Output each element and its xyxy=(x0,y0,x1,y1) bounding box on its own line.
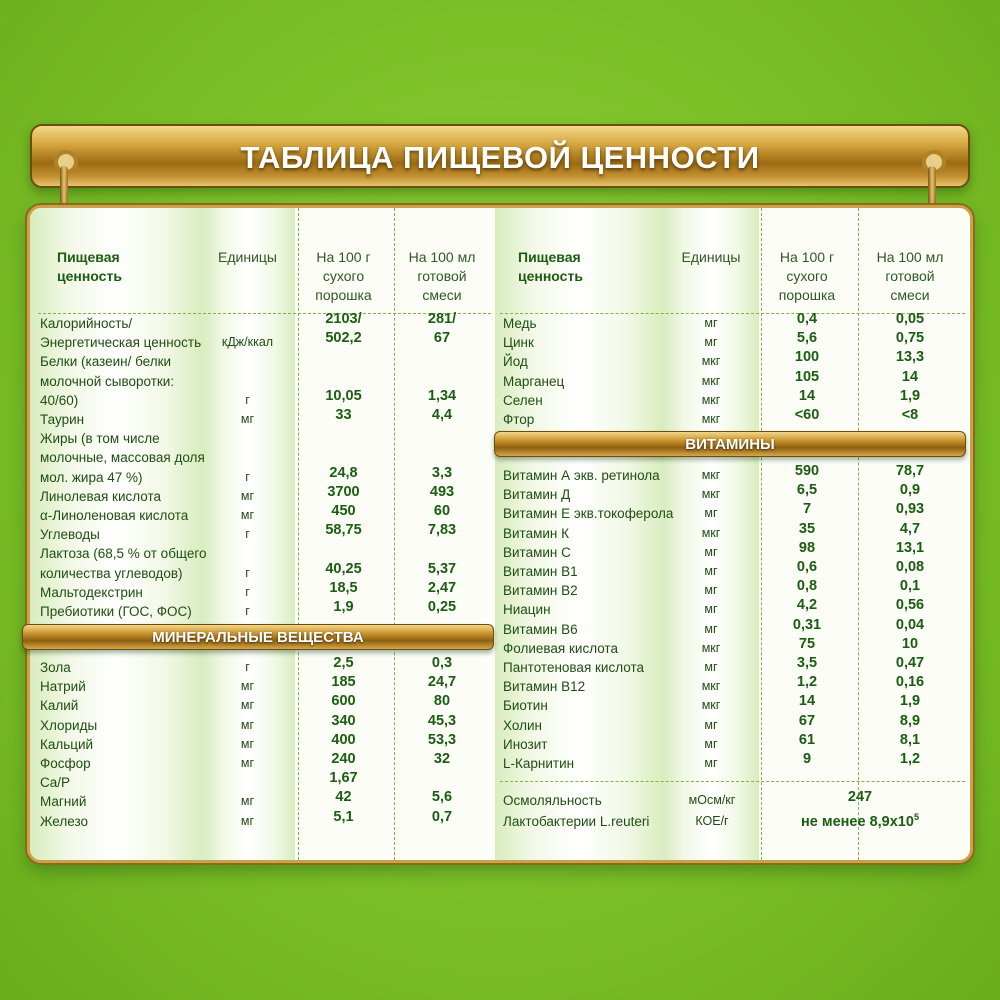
row-value-100g: 600 xyxy=(331,693,356,710)
row-name: Инозит xyxy=(503,736,548,752)
row-value-100g: 14 xyxy=(798,693,816,710)
row-value-100ml: 60 xyxy=(433,503,451,519)
row-value-100ml: 53,3 xyxy=(427,731,457,748)
row-value-100g: 1,2 xyxy=(796,674,818,691)
row-unit: мг xyxy=(704,660,718,674)
row-value-100ml: 80 xyxy=(433,693,451,710)
row-value-100ml: 67 xyxy=(433,330,451,347)
row-unit: мкг xyxy=(701,354,721,369)
row-name: Пребиотики (ГОС, ФОС) xyxy=(40,604,192,619)
row-unit: мг xyxy=(704,316,718,330)
row-value-100g: 5,6 xyxy=(796,330,818,347)
row-value-100ml: 0,08 xyxy=(895,559,925,575)
row-name: Магний xyxy=(40,794,87,810)
row-unit: мг xyxy=(240,717,255,732)
row-unit: мкг xyxy=(701,392,721,407)
row-unit: г xyxy=(245,565,250,580)
row-value-100ml: 32 xyxy=(433,751,451,767)
row-unit: г xyxy=(245,604,250,618)
row-value-100ml: 4,7 xyxy=(899,520,921,537)
row-value-100g: 0,31 xyxy=(792,616,822,633)
row-value-100g: 0,8 xyxy=(796,578,818,595)
header-name-line: Пищевая xyxy=(57,249,120,265)
row-value-100g: 2,5 xyxy=(333,655,354,671)
row-value-100g: 67 xyxy=(798,712,816,729)
row-unit: мг xyxy=(704,602,718,617)
row-value-100ml: <8 xyxy=(901,407,919,423)
row-unit: мг xyxy=(704,717,718,732)
row-name: Энергетическая ценность xyxy=(40,335,202,351)
row-name: Натрий xyxy=(40,679,86,695)
row-value-100ml: 0,04 xyxy=(895,616,925,633)
row-unit: мкг xyxy=(701,373,721,388)
row-name: Фтор xyxy=(503,412,535,427)
row-value-100ml: 14 xyxy=(901,368,919,385)
row-name: мол. жира 47 %) xyxy=(40,469,143,485)
row-value-100ml: 0,3 xyxy=(431,655,453,671)
row-value-100ml: 281/ xyxy=(427,311,457,327)
row-name: Витамин В6 xyxy=(503,621,578,637)
row-name: Хлориды xyxy=(40,717,98,733)
row-name: Углеводы xyxy=(40,527,100,543)
row-name: Мальтодекстрин xyxy=(40,584,143,600)
row-value-100ml: 0,1 xyxy=(899,578,921,595)
row-name: Селен xyxy=(503,392,543,408)
page-title: ТАБЛИЦА ПИЩЕВОЙ ЦЕННОСТИ xyxy=(240,140,760,175)
title-banner xyxy=(30,124,970,188)
row-value-100ml: 3,3 xyxy=(431,464,453,481)
row-unit: мкг xyxy=(701,412,721,426)
row-unit: мкг xyxy=(701,698,721,713)
header-name-line: Пищевая xyxy=(518,249,581,265)
row-value-100ml: 0,93 xyxy=(895,501,925,518)
row-name: Витамин В2 xyxy=(503,583,578,599)
row-value-100g: 58,75 xyxy=(325,522,362,539)
row-value-100g: 10,05 xyxy=(325,387,362,404)
row-value-100ml: 0,16 xyxy=(895,674,925,691)
row-value-100ml: 0,47 xyxy=(895,655,925,671)
row-value-100ml: 13,1 xyxy=(895,539,925,556)
row-unit: КОЕ/г xyxy=(695,814,729,828)
row-value-100g: 42 xyxy=(335,789,352,806)
row-value-100ml: 4,4 xyxy=(431,407,453,423)
row-unit: мг xyxy=(704,583,718,598)
table-row xyxy=(0,751,1000,773)
row-name: Железо xyxy=(40,813,88,829)
row-value-100ml: 0,56 xyxy=(895,597,925,614)
row-value-100g: 9 xyxy=(802,751,812,767)
header-line: смеси xyxy=(890,287,930,303)
row-value-100ml: 0,05 xyxy=(895,311,925,327)
row-value-100ml: 8,1 xyxy=(899,731,921,748)
header-per100ml xyxy=(856,248,964,305)
header-line: сухого xyxy=(786,268,828,284)
row-unit: мкг xyxy=(701,525,721,540)
header-per100g xyxy=(758,248,856,305)
row-value-100ml: 1,2 xyxy=(899,751,921,767)
row-value-100g: 340 xyxy=(331,712,356,729)
row-unit: мкг xyxy=(701,468,721,482)
row-value-100g: 61 xyxy=(798,731,816,748)
row-value-100g: 75 xyxy=(798,635,816,652)
header-line: На 100 мл xyxy=(876,249,944,265)
row-value-100g: 3700 xyxy=(327,483,360,500)
row-value-100ml: 5,6 xyxy=(431,789,453,806)
row-unit: г xyxy=(245,584,250,599)
row-name: Фосфор xyxy=(40,756,91,771)
row-name: молочной сыворотки: xyxy=(40,373,175,389)
table-row xyxy=(0,812,1000,831)
header-name xyxy=(57,248,122,286)
row-value-100ml: 0,9 xyxy=(899,482,921,499)
table-row xyxy=(0,429,1000,448)
row-value-100ml: 2,47 xyxy=(427,579,457,596)
row-unit: г xyxy=(245,527,250,542)
row-name: 40/60) xyxy=(40,392,79,408)
row-value-100ml: 24,7 xyxy=(427,674,457,691)
section-title: ВИТАМИНЫ xyxy=(685,436,775,453)
row-value-100ml: 1,9 xyxy=(899,387,921,404)
header-line: порошка xyxy=(315,287,372,303)
row-value-100g: 185 xyxy=(331,674,356,691)
row-value-100g: 40,25 xyxy=(325,560,362,577)
row-value-100ml: 0,75 xyxy=(895,330,925,347)
row-unit: мг xyxy=(240,736,255,751)
row-name: Витамин С xyxy=(503,544,571,560)
row-name: Витамин Д xyxy=(503,487,571,503)
row-value-100g: 14 xyxy=(798,387,816,404)
row-unit: мг xyxy=(704,564,718,578)
row-unit: мкг xyxy=(701,487,721,502)
row-value-100g: 3,5 xyxy=(796,655,818,671)
row-unit: мкг xyxy=(701,679,721,694)
lacto-exponent: 5 xyxy=(913,812,919,822)
row-name: Биотин xyxy=(503,698,548,714)
row-name: Калий xyxy=(40,698,79,714)
row-name: Пантотеновая кислота xyxy=(503,660,644,675)
row-value-100ml: 10 xyxy=(901,635,919,652)
row-name: Калорийность/ xyxy=(40,316,133,331)
row-value-100g: 0,6 xyxy=(796,559,818,575)
header-units-line: Единицы xyxy=(218,249,277,265)
row-value-100ml: 1,9 xyxy=(899,693,921,710)
row-name: Кальций xyxy=(40,736,94,752)
row-unit: мг xyxy=(240,412,255,426)
row-name: Линолевая кислота xyxy=(40,488,162,504)
row-value-100g: 33 xyxy=(335,407,352,423)
lacto-value-text: не менее 8,9x10 xyxy=(801,813,914,830)
row-value: 247 xyxy=(847,789,873,805)
row-value-100g: 450 xyxy=(331,503,356,519)
row-value-100g: 100 xyxy=(794,349,820,366)
row-name: Фолиевая кислота xyxy=(503,640,618,656)
row-unit: мг xyxy=(240,756,255,770)
header-per100ml xyxy=(392,248,492,305)
row-unit: мг xyxy=(240,698,255,713)
row-value-100ml: 78,7 xyxy=(895,463,925,479)
row-value xyxy=(760,808,960,832)
row-name: молочные, массовая доля xyxy=(40,450,205,466)
row-value-100ml: 493 xyxy=(429,483,455,500)
row-name: Витамин А экв. ретинола xyxy=(503,468,660,483)
row-unit: мг xyxy=(704,756,718,770)
row-value-100ml: 13,3 xyxy=(895,349,925,366)
row-name: Осмоляльность xyxy=(503,793,602,808)
header-units xyxy=(662,248,760,267)
row-name: Витамин В12 xyxy=(503,679,586,695)
row-value-100g: 590 xyxy=(794,463,820,479)
row-value-100ml: 45,3 xyxy=(427,712,457,729)
row-name: Лактобактерии L.reuteri xyxy=(503,814,650,829)
row-unit: г xyxy=(245,469,250,484)
row-name: Витамин К xyxy=(503,525,569,541)
header-line: готовой xyxy=(417,268,467,284)
row-name: Жиры (в том числе xyxy=(40,431,160,447)
row-name: Ca/P xyxy=(40,775,71,791)
row-value-100g: 502,2 xyxy=(325,330,362,347)
row-value-100ml: 8,9 xyxy=(899,712,921,729)
row-unit: мг xyxy=(240,508,255,522)
row-name: α-Линоленовая кислота xyxy=(40,508,189,523)
row-value-100ml: 0,25 xyxy=(427,599,457,615)
header-line: порошка xyxy=(778,287,836,303)
row-unit: мОсм/кг xyxy=(688,793,736,807)
row-value-100g: 105 xyxy=(794,368,820,385)
row-value-100g: 400 xyxy=(331,731,356,748)
header-units xyxy=(200,248,295,267)
header-line: На 100 г xyxy=(779,249,835,265)
row-unit: мкг xyxy=(701,640,721,655)
row-value-100g: <60 xyxy=(794,407,820,423)
row-name: Лактоза (68,5 % от общего xyxy=(40,546,207,562)
row-unit: мг xyxy=(704,544,718,559)
row-unit: г xyxy=(245,392,250,407)
row-value-100g: 24,8 xyxy=(329,464,358,481)
row-unit: мг xyxy=(240,679,255,694)
row-unit: мг xyxy=(704,736,718,751)
row-value-100g: 1,67 xyxy=(329,770,358,787)
row-value-100ml: 1,34 xyxy=(427,387,457,404)
row-name: Витамин В1 xyxy=(503,564,578,579)
row-unit: мг xyxy=(704,506,718,521)
row-value-100ml: 0,7 xyxy=(431,808,453,825)
row-name: Ниацин xyxy=(503,602,551,618)
row-name: Витамин Е экв.токоферола xyxy=(503,506,674,522)
header-line: сухого xyxy=(322,268,365,284)
header-line: На 100 мл xyxy=(408,249,476,265)
row-value-100g: 4,2 xyxy=(796,597,818,614)
row-unit: мг xyxy=(240,794,255,809)
row-unit: мг xyxy=(240,813,255,828)
row-name: Медь xyxy=(503,316,537,331)
header-line: готовой xyxy=(885,268,935,284)
row-unit: кДж/ккал xyxy=(221,335,274,350)
row-value-100g: 1,9 xyxy=(333,599,354,615)
row-name: Холин xyxy=(503,717,542,733)
section-title: МИНЕРАЛЬНЫЕ ВЕЩЕСТВА xyxy=(152,629,364,646)
header-units-line: Единицы xyxy=(681,249,741,265)
row-value-100g: 98 xyxy=(798,539,816,556)
header-name-line: ценность xyxy=(57,268,122,284)
row-value-100g: 35 xyxy=(798,520,816,537)
row-value-100g: 5,1 xyxy=(333,808,354,825)
row-value-100ml: 5,37 xyxy=(427,560,457,577)
row-value-100ml: 7,83 xyxy=(427,522,457,539)
row-name: Йод xyxy=(503,354,528,370)
row-unit: мг xyxy=(704,335,718,350)
row-value-100g: 7 xyxy=(802,501,812,518)
row-name: Зола xyxy=(40,660,71,675)
header-name xyxy=(518,248,583,286)
table-row xyxy=(0,407,1000,429)
row-unit: мг xyxy=(704,621,718,636)
row-value-100g: 240 xyxy=(331,751,356,767)
row-unit: мг xyxy=(240,488,255,503)
header-line: На 100 г xyxy=(316,249,371,265)
row-name: Цинк xyxy=(503,335,534,351)
row-value-100g: 0,4 xyxy=(796,311,818,327)
row-name: L-Карнитин xyxy=(503,756,575,771)
header-name-line: ценность xyxy=(518,268,583,284)
row-name: Марганец xyxy=(503,373,565,389)
header-per100g xyxy=(296,248,391,305)
row-value-100g: 18,5 xyxy=(329,579,358,596)
row-name: количества углеводов) xyxy=(40,565,183,581)
header-line: смеси xyxy=(422,287,462,303)
row-name: Белки (казеин/ белки xyxy=(40,354,172,370)
row-unit: г xyxy=(245,660,250,674)
row-name: Таурин xyxy=(40,412,85,427)
row-value-100g: 6,5 xyxy=(796,482,818,499)
row-value-100g: 2103/ xyxy=(325,311,362,327)
